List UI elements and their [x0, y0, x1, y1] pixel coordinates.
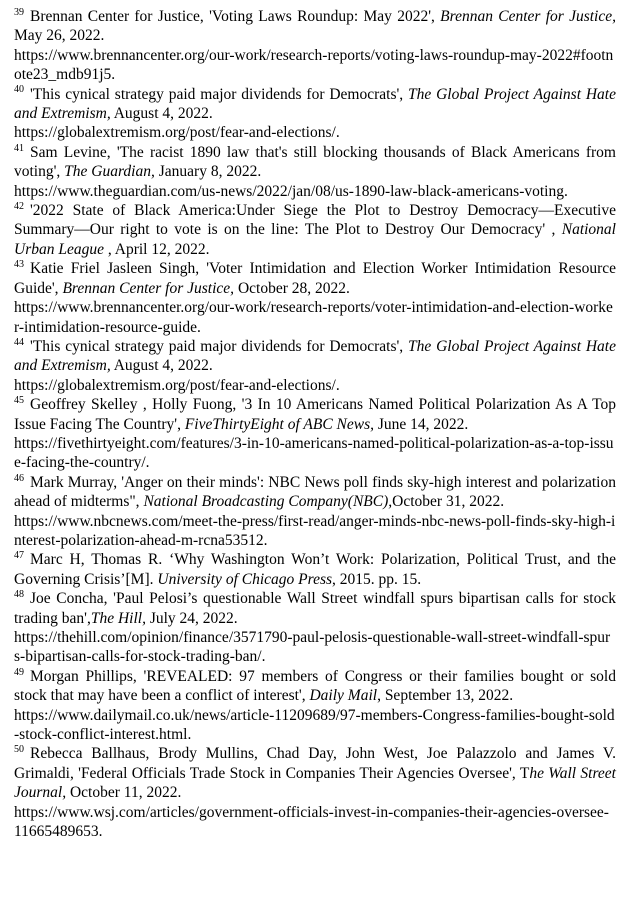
footnote-url: https://www.theguardian.com/us-news/2022/jan/08/us-1890-law-black-americans-voting.	[14, 182, 568, 200]
citation-text: Katie Friel Jasleen Singh, 'Voter Intimidation and Election Worker Intimidation Resource Guide',	[14, 260, 616, 297]
footnote-text	[14, 550, 616, 589]
citation-text: Brennan Center for Justice, 'Voting Laws Roundup: May 2022',	[30, 8, 441, 25]
citation-text: July 24, 2022.	[145, 609, 238, 627]
citation-text: June 14, 2022.	[374, 415, 469, 433]
source-name-italic: FiveThirtyEight of ABC News,	[184, 415, 374, 433]
footnote-item	[14, 667, 616, 745]
footnote-url: https://www.brennancenter.org/our-work/research-reports/voter-intimidation-and-election-worker-intimidation-resource-guide.	[14, 299, 613, 336]
source-name-italic: Brennan Center for Justice,	[62, 279, 235, 297]
source-name-italic: he Wall Street Journal,	[14, 764, 616, 802]
footnote-item	[14, 201, 616, 259]
footnote-item	[14, 337, 616, 395]
citation-text: Rebecca Ballhaus, Brody Mullins, Chad Day, John West, Joe Palazzolo and James V. Grimaldi, 'Federal Officials Trade Stock in Companies Their Agencies Oversee', T	[14, 745, 616, 782]
footnote-item	[14, 473, 616, 551]
footnote-text	[14, 744, 616, 802]
footnote-number: 46	[14, 472, 24, 484]
footnote-citation	[14, 745, 616, 801]
footnote-text	[14, 473, 616, 512]
citation-text: Geoffrey Skelley , Holly Fuong, '3 In 10 Americans Named Political Polarization As A Top Issue Facing The Country',	[14, 396, 616, 433]
footnote-item	[14, 395, 616, 473]
citation-text: October 28, 2022.	[234, 279, 350, 297]
footnote-url: https://www.wsj.com/articles/government-officials-invest-in-companies-their-agencies-oversee-11665489653.	[14, 803, 609, 841]
citation-text: January 8, 2022.	[154, 163, 262, 181]
source-name-italic: National Broadcasting Company(NBC),	[143, 493, 393, 511]
footnote-number: 44	[14, 336, 24, 348]
citation-text: , September 13, 2022.	[377, 687, 514, 705]
footnote-citation	[14, 8, 616, 44]
footnote-citation	[14, 86, 616, 122]
footnote-number: 50	[14, 744, 24, 756]
footnote-url: https://www.dailymail.co.uk/news/article-11209689/97-members-Congress-families-bought-sold-stock-conflict-interest.html.	[14, 706, 615, 744]
footnote-number: 48	[14, 589, 24, 601]
source-name-italic: Daily Mail	[309, 687, 378, 705]
footnote-citation	[14, 396, 616, 432]
footnote-url: https://fivethirtyeight.com/features/3-in-10-americans-named-political-polarization-as-a-top-issue-facing-the-country/.	[14, 434, 614, 472]
footnote-number: 41	[14, 142, 24, 154]
source-name-italic: The Global Project Against Hate and Extremism,	[14, 85, 616, 123]
footnote-citation	[14, 202, 616, 258]
citation-text: 'This cynical strategy paid major dividends for Democrats',	[30, 337, 408, 355]
footnote-url: https://globalextremism.org/post/fear-and-elections/.	[14, 376, 340, 394]
footnote-number: 42	[14, 200, 24, 212]
citation-text: October 31, 2022.	[392, 493, 505, 511]
footnote-url: https://www.brennancenter.org/our-work/research-reports/voting-laws-roundup-may-2022#footnote23_mdb91j5.	[14, 46, 614, 84]
footnote-citation	[14, 668, 616, 704]
footnote-citation	[14, 474, 616, 510]
footnote-number: 39	[14, 6, 24, 18]
footnote-number: 49	[14, 666, 24, 678]
citation-text: , April 12, 2022.	[103, 240, 210, 258]
footnote-item	[14, 589, 616, 667]
footnote-number: 40	[14, 84, 24, 96]
footnote-item	[14, 143, 616, 201]
footnote-text	[14, 337, 616, 376]
footnote-number: 45	[14, 394, 24, 406]
citation-text: Mark Murray, 'Anger on their minds': NBC News poll finds sky-high interest and polarization ahead of midterms",	[14, 473, 616, 511]
citation-text: Morgan Phillips, 'REVEALED: 97 members of Congress or their families bought or sold stock that may have been a conflict of interest',	[14, 667, 616, 705]
source-name-italic: National Urban League	[14, 221, 616, 258]
footnote-number: 47	[14, 550, 24, 562]
source-name-italic: Brennan Center for Justice,	[440, 8, 616, 25]
footnote-citation	[14, 551, 616, 587]
footnote-citation	[14, 144, 616, 180]
footnote-text	[14, 143, 616, 182]
footnote-text	[14, 7, 616, 46]
source-name-italic: The Global Project Against Hate and Extremism,	[14, 337, 616, 375]
citation-text: Sam Levine, 'The racist 1890 law that's still blocking thousands of Black Americans from voting',	[14, 143, 616, 181]
footnotes-list	[14, 7, 616, 841]
footnote-citation	[14, 338, 616, 374]
citation-text: Marc H, Thomas R. ‘Why Washington Won’t Work: Polarization, Political Trust, and the Governing Crisis’[M].	[14, 551, 616, 588]
footnote-url: https://globalextremism.org/post/fear-and-elections/.	[14, 124, 340, 142]
footnote-item	[14, 7, 616, 85]
footnote-number: 43	[14, 259, 24, 271]
footnote-text	[14, 201, 616, 259]
footnote-text	[14, 85, 616, 124]
citation-text: '2022 State of Black America:Under Siege the Plot to Destroy Democracy—Executive Summary—Our right to vote is on the line: The Plot to Destroy Our Democracy' ,	[14, 202, 616, 239]
source-name-italic: University of Chicago Press	[157, 570, 333, 588]
footnote-text	[14, 589, 616, 628]
citation-text: Joe Concha, 'Paul Pelosi’s questionable Wall Street windfall spurs bipartisan calls for stock trading ban',	[14, 590, 616, 627]
citation-text: August 4, 2022.	[110, 105, 213, 123]
citation-text: 'This cynical strategy paid major dividends for Democrats',	[30, 85, 408, 103]
citation-text: , 2015. pp. 15.	[332, 570, 422, 588]
footnote-url: https://thehill.com/opinion/finance/3571790-paul-pelosis-questionable-wall-street-windfall-spurs-bipartisan-calls-for-stock-trading-ban/.	[14, 629, 611, 666]
footnote-item	[14, 259, 616, 337]
footnote-citation	[14, 260, 616, 296]
footnote-item	[14, 550, 616, 589]
source-name-italic: The Hill,	[90, 609, 146, 627]
footnote-text	[14, 667, 616, 706]
source-name-italic: The Guardian,	[64, 163, 155, 181]
footnote-text	[14, 259, 616, 298]
footnote-url: https://www.nbcnews.com/meet-the-press/first-read/anger-minds-nbc-news-poll-finds-sky-high-interest-polarization-ahead-m-rcna53512.	[14, 512, 616, 549]
footnote-item	[14, 744, 616, 841]
footnote-item	[14, 85, 616, 143]
citation-text: May 26, 2022.	[14, 27, 105, 45]
citation-text: August 4, 2022.	[110, 357, 213, 375]
footnote-text	[14, 395, 616, 434]
footnote-citation	[14, 590, 616, 626]
citation-text: October 11, 2022.	[66, 784, 182, 802]
